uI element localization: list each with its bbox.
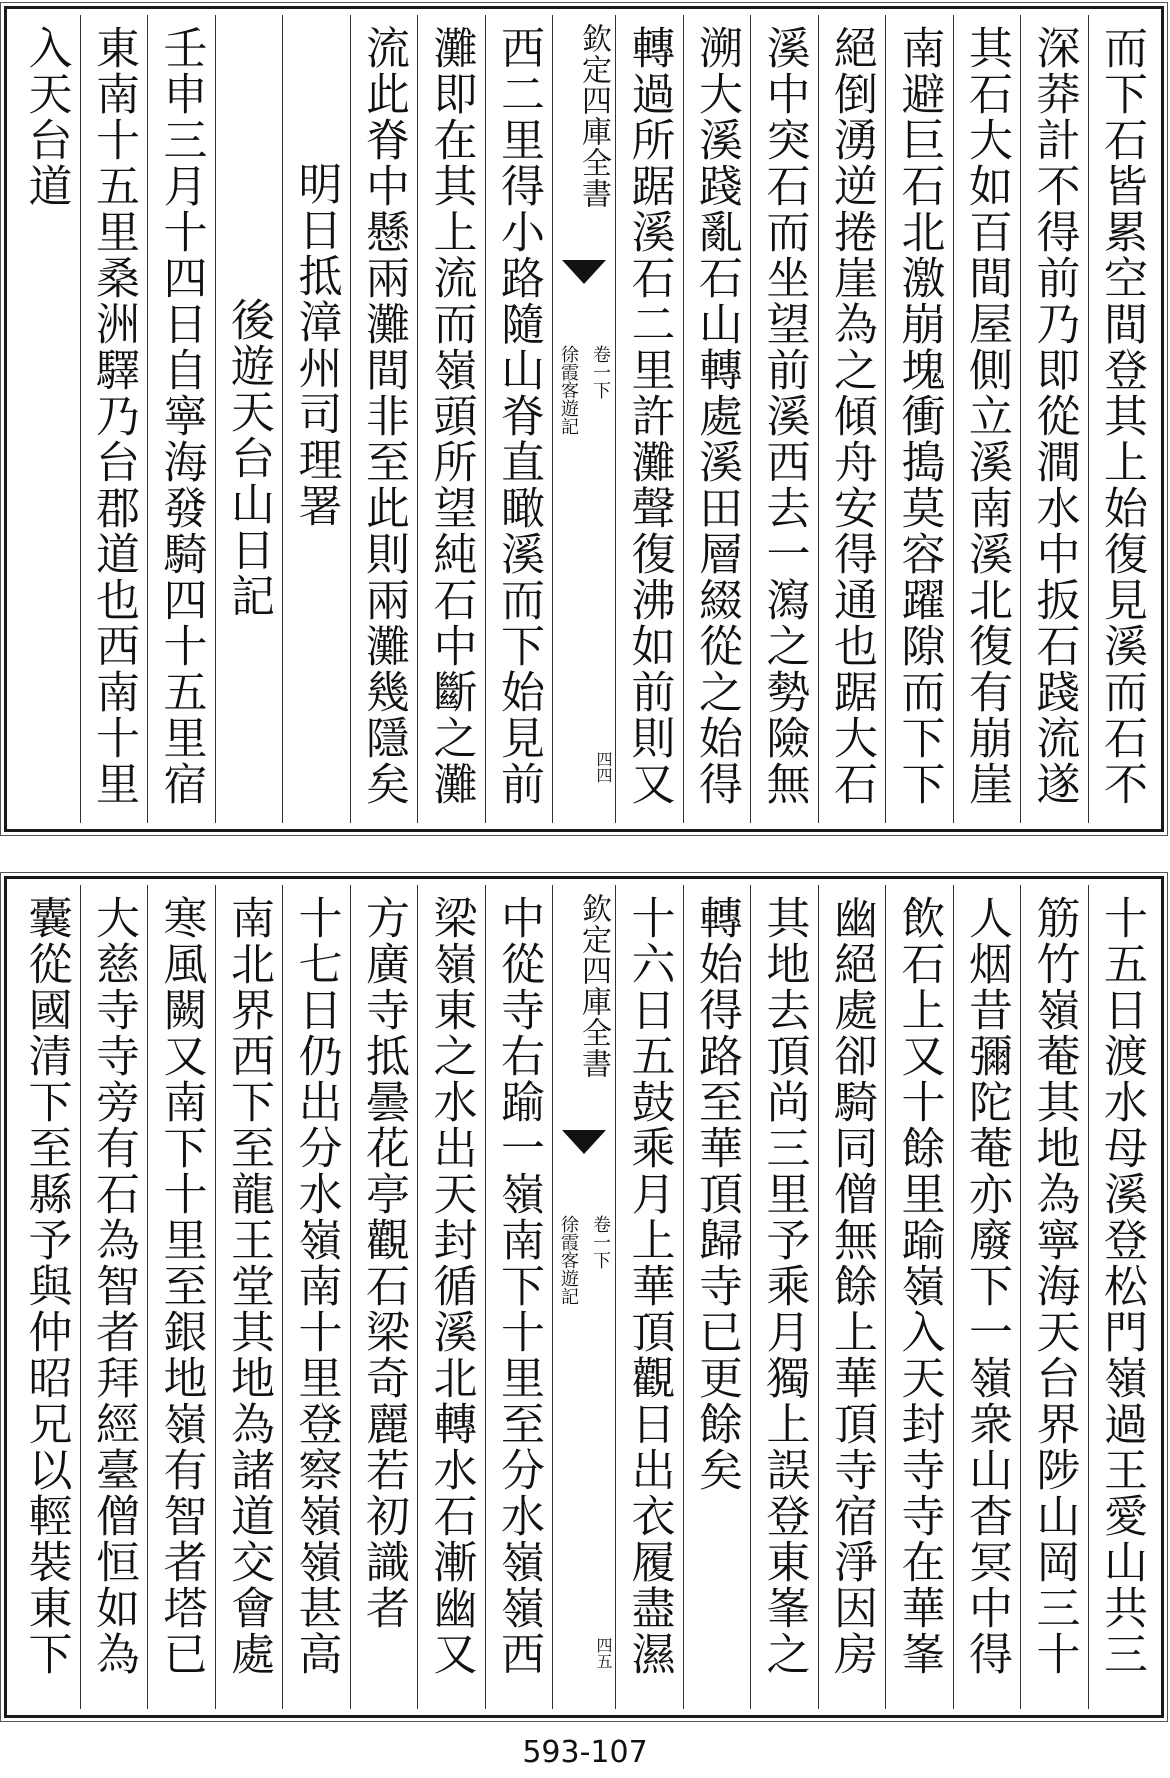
text-column: 十五日渡水母溪登松門嶺過王愛山共三 xyxy=(1088,885,1156,1709)
volume-label: 卷一下 xyxy=(590,345,611,399)
bottom-text-columns xyxy=(13,885,1155,1709)
text-column: 梁嶺東之水出天封循溪北轉水石漸幽又 xyxy=(417,885,485,1709)
center-fold-column xyxy=(552,15,615,823)
text-column: 南北界西下至龍王堂其地為諸道交會處 xyxy=(215,885,283,1709)
text-column: 其地去頂尚三里予乘月獨上誤登東峯之 xyxy=(750,885,818,1709)
fishtail-mark-icon xyxy=(562,1130,606,1154)
text-column: 西二里得小路隨山脊直瞰溪而下始見前 xyxy=(485,15,553,823)
text-column: 中從寺右踰一嶺南下十里至分水嶺嶺西 xyxy=(485,885,553,1709)
fishtail-mark-icon xyxy=(562,260,606,284)
text-column: 筋竹嶺菴其地為寧海天台界陟山岡三十 xyxy=(1020,885,1088,1709)
text-column: 東南十五里桑洲驛乃台郡道也西南十里 xyxy=(80,15,148,823)
bottom-page-panel xyxy=(4,876,1164,1718)
text-column: 囊從國清下至縣予與仲昭兄以輕裝東下 xyxy=(20,895,72,1677)
page-number: 四五 xyxy=(594,1637,613,1669)
text-column: 人烟昔彌陀菴亦廢下一嶺衆山杳冥中得 xyxy=(953,885,1021,1709)
text-column: 十七日仍出分水嶺南十里登察嶺嶺甚高 xyxy=(282,885,350,1709)
top-page-panel xyxy=(4,6,1164,832)
collection-title: 欽定四庫全書 xyxy=(576,893,611,1079)
text-column: 大慈寺寺旁有石為智者拜經臺僧恒如為 xyxy=(80,885,148,1709)
text-column: 幽絕處卻騎同僧無餘上華頂寺宿淨因房 xyxy=(818,885,886,1709)
text-column: 而下石皆累空間登其上始復見溪而石不 xyxy=(1088,15,1156,823)
text-column: 灘即在其上流而嶺頭所望純石中斷之灘 xyxy=(417,15,485,823)
book-title: 徐霞客遊記 xyxy=(558,345,579,435)
top-text-columns xyxy=(13,15,1155,823)
text-column: 流此脊中懸兩灘間非至此則兩灘幾隱矣 xyxy=(350,15,418,823)
text-column: 寒風闕又南下十里至銀地嶺有智者塔已 xyxy=(147,885,215,1709)
text-column: 其石大如百間屋側立溪南溪北復有崩崖 xyxy=(953,15,1021,823)
text-column: 轉過所踞溪石二里許灘聲復沸如前則又 xyxy=(615,15,683,823)
text-column: 十六日五鼓乘月上華頂觀日出衣履盡濕 xyxy=(615,885,683,1709)
book-title: 徐霞客遊記 xyxy=(558,1215,579,1305)
collection-title: 欽定四庫全書 xyxy=(576,23,611,209)
text-column: 絕倒湧逆捲崖為之傾舟安得通也踞大石 xyxy=(818,15,886,823)
text-column: 溯大溪踐亂石山轉處溪田層綴從之始得 xyxy=(683,15,751,823)
text-column: 明日抵漳州司理署 xyxy=(282,15,350,823)
text-column: 飲石上又十餘里踰嶺入天封寺寺在華峯 xyxy=(885,885,953,1709)
text-column: 溪中突石而坐望前溪西去一瀉之勢險無 xyxy=(750,15,818,823)
text-column: 入天台道 xyxy=(20,25,72,209)
page-reference-number: 593-107 xyxy=(522,1735,648,1770)
text-column: 轉始得路至華頂歸寺已更餘矣 xyxy=(683,885,751,1709)
text-column: 深莽計不得前乃即從澗水中扳石踐流遂 xyxy=(1020,15,1088,823)
volume-label: 卷一下 xyxy=(590,1215,611,1269)
center-fold-column xyxy=(552,885,615,1709)
text-column: 壬申三月十四日自寧海發騎四十五里宿 xyxy=(147,15,215,823)
text-column: 方廣寺抵曇花亭觀石梁奇麗若初識者 xyxy=(350,885,418,1709)
text-column: 南避巨石北激崩塊衝搗莫容躍隙而下下 xyxy=(885,15,953,823)
section-heading-column: 後遊天台山日記 xyxy=(215,15,283,823)
page-number: 四四 xyxy=(594,751,613,783)
